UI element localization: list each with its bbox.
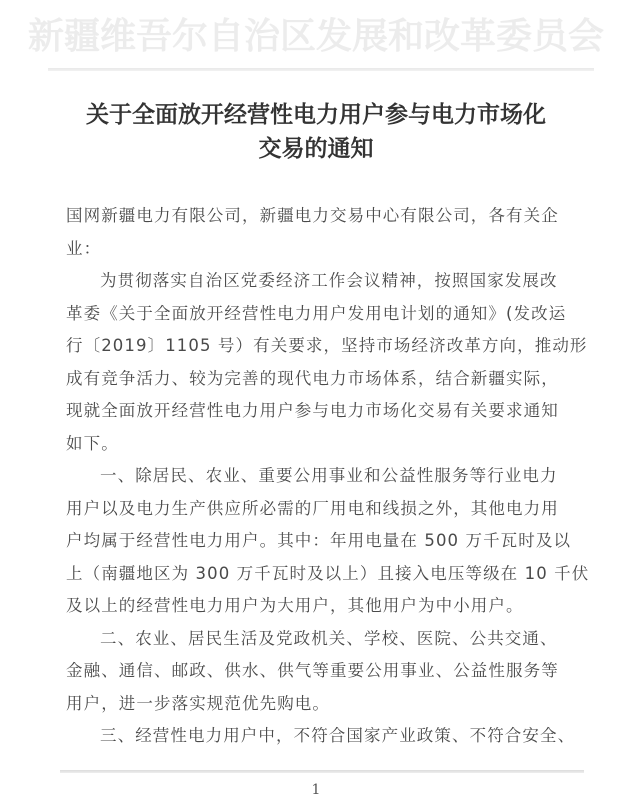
salutation-line: 国网新疆电力有限公司，新疆电力交易中心有限公司，各有关企 (66, 206, 559, 225)
section-2-line: 用户，进一步落实规范优先购电。 (66, 693, 330, 713)
paragraph-line: 如下。 (66, 433, 119, 453)
paragraph-line: 革委《关于全面放开经营性电力用户发用电计划的通知》(发改运 (66, 303, 567, 323)
section-1-line: 用户以及电力生产供应所必需的厂用电和线损之外，其他电力用 (66, 498, 559, 518)
salutation-line: 业： (66, 238, 102, 258)
paragraph-line: 现就全面放开经营性电力用户参与电力市场化交易有关要求通知 (66, 401, 559, 420)
document-body (66, 200, 590, 753)
paragraph-line: 行〔2019〕1105 号）有关要求，坚持市场经济改革方向，推动形 (66, 336, 588, 355)
paragraph-line: 为贯彻落实自治区党委经济工作会议精神，按照国家发展改 (100, 271, 558, 290)
title-line-2: 交易的通知 (258, 135, 374, 162)
page-number: 1 (311, 782, 321, 798)
section-1-line: 一、除居民、农业、重要公用事业和公益性服务等行业电力 (100, 466, 558, 485)
document-title (0, 98, 632, 166)
section-1-line: 上（南疆地区为 300 万千瓦时及以上）且接入电压等级在 10 千伏 (66, 563, 590, 583)
section-2-line: 金融、通信、邮政、供水、供气等重要公用事业、公益性服务等 (66, 661, 559, 680)
section-1-line: 及以上的经营性电力用户为大用户，其他用户为中小用户。 (66, 596, 524, 615)
section-3-line: 三、经营性电力用户中，不符合国家产业政策、不符合安全、 (100, 726, 576, 745)
footer-divider (60, 770, 584, 773)
letterhead-org-name: 新疆维吾尔自治区发展和改革委员会 (27, 15, 604, 57)
section-2-line: 二、农业、居民生活及党政机关、学校、医院、公共交通、 (100, 628, 558, 648)
paragraph-line: 成有竞争活力、较为完善的现代电力市场体系，结合新疆实际， (66, 368, 559, 388)
letterhead-divider (48, 68, 594, 71)
section-1-line: 户均属于经营性电力用户。其中：年用电量在 500 万千瓦时及以 (66, 531, 572, 550)
title-line-1: 关于全面放开经营性电力用户参与电力市场化 (86, 101, 546, 128)
